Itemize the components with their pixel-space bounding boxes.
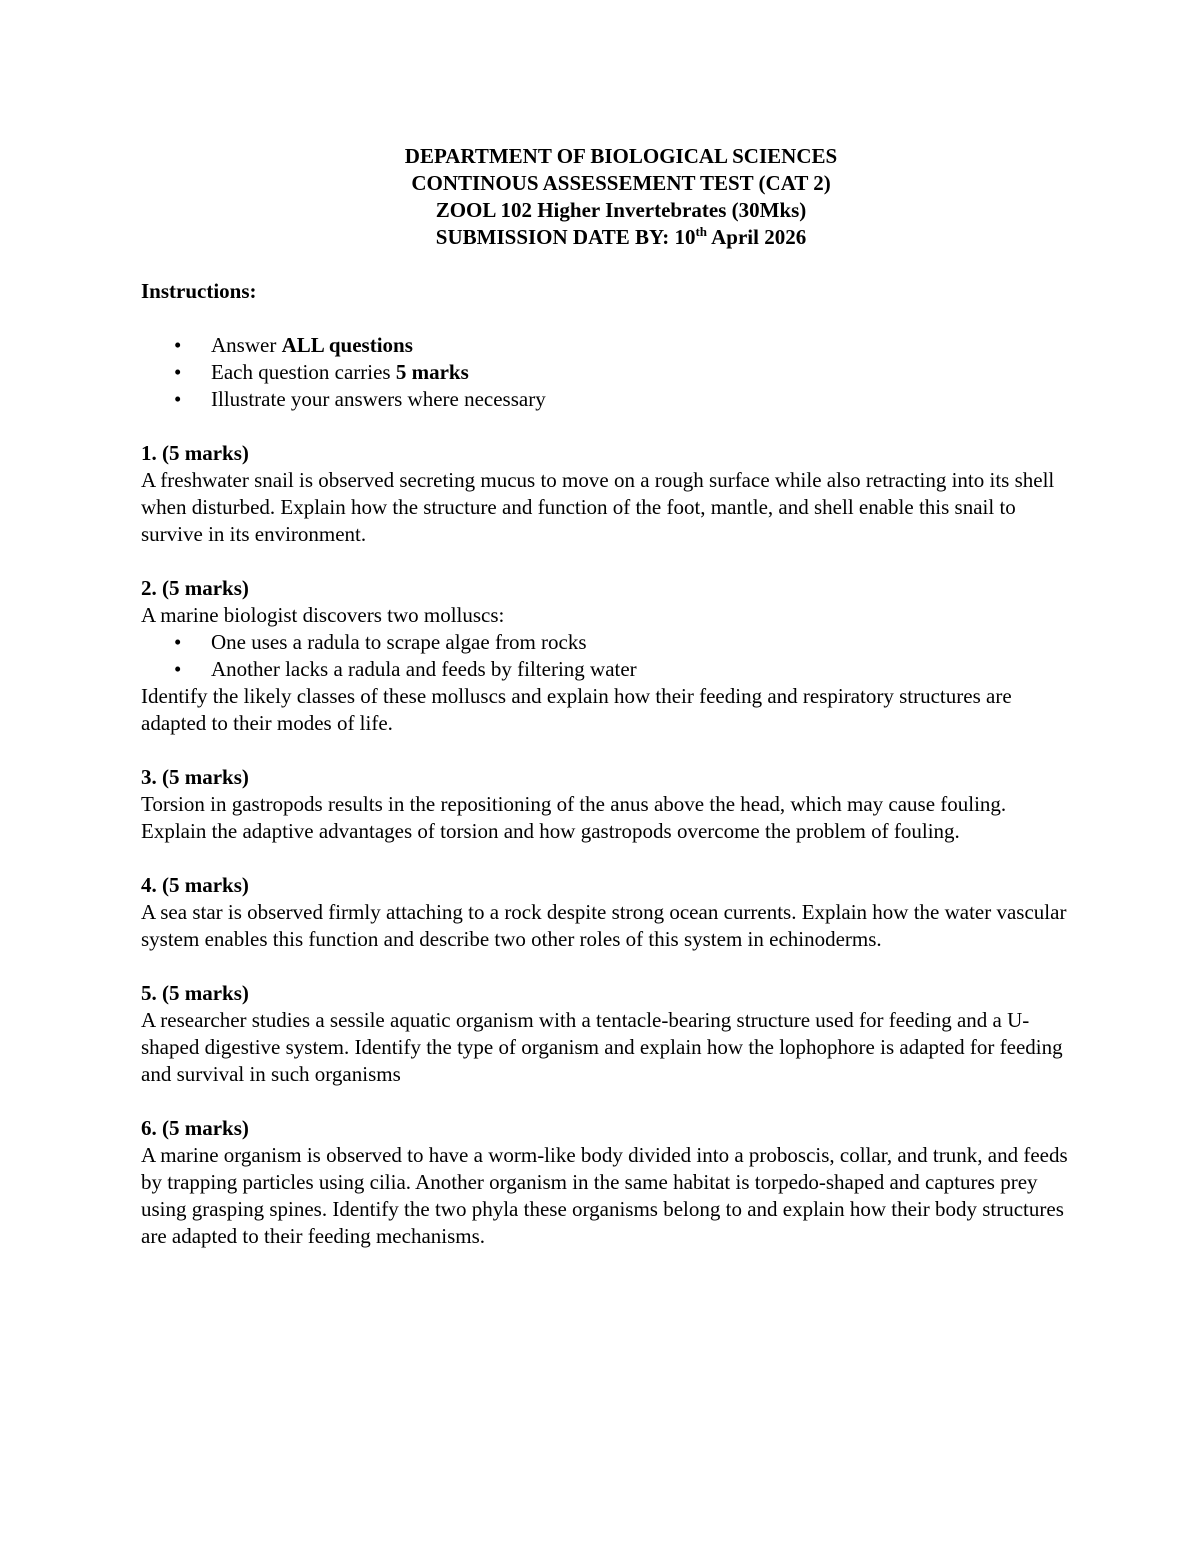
question-4 [141,872,1081,953]
question-text: Identify the likely classes of these molluscs and explain how their feeding and respiratory structures are adapted to their modes of life. [141,684,1012,735]
test-title: CONTINOUS ASSESSEMENT TEST (CAT 2) [411,171,831,195]
question-text: A sea star is observed firmly attaching to a rock despite strong ocean currents. Explain how the water vascular system enables this function and describe two other roles of this system in echinoderms. [141,900,1067,951]
instruction-text: Each question carries [211,360,396,384]
question-text: Torsion in gastropods results in the repositioning of the anus above the head, which may cause fouling. [141,792,1007,816]
question-text-2: Explain the adaptive advantages of torsion and how gastropods overcome the problem of fouling. [141,819,960,843]
instructions-list [141,332,1081,413]
bullet-icon: • [174,360,182,384]
question-text: A marine organism is observed to have a worm-like body divided into a proboscis, collar, and trunk, and feeds by trapping particles using cilia. Another organism in the same habitat is torpedo-shaped and captures prey using grasping spines. Identify the two phyla these organisms belong to and explain how their body structures are adapted to their feeding mechanisms. [141,1143,1068,1248]
question-text: A researcher studies a sessile aquatic organism with a tentacle-bearing structure used for feeding and a U-shaped digestive system. Identify the type of organism and explain how the lophophore is adapted for feeding and survival in such organisms [141,1008,1063,1086]
question-title: 1. (5 marks) [141,441,249,465]
instruction-item [141,386,1081,413]
bullet-icon: • [174,333,182,357]
question-2 [141,575,1081,737]
question-title: 6. (5 marks) [141,1116,249,1140]
document-page [141,143,1081,1250]
bullet-icon: • [174,657,182,681]
question-bullet-item [141,656,1081,683]
instruction-text: Illustrate your answers where necessary [211,387,546,411]
question-bullet-item [141,629,1081,656]
instruction-emphasis: 5 marks [395,360,469,384]
question-3 [141,764,1081,845]
bullet-icon: • [174,387,182,411]
instructions-heading: Instructions: [141,279,257,303]
department-title: DEPARTMENT OF BIOLOGICAL SCIENCES [404,144,838,168]
course-title: ZOOL 102 Higher Invertebrates (30Mks) [435,198,807,222]
question-title: 2. (5 marks) [141,576,249,600]
submission-date-suffix: April 2026 [707,225,807,249]
bullet-icon: • [174,630,182,654]
submission-date-prefix: SUBMISSION DATE BY: 10 [435,225,696,249]
instruction-item [141,332,1081,359]
question-bullet-text: One uses a radula to scrape algae from rocks [211,630,587,654]
submission-date [161,224,1081,251]
question-bullet-list [141,629,1081,683]
question-1 [141,440,1081,548]
question-5 [141,980,1081,1088]
submission-date-ordinal: th [695,224,708,239]
instruction-item [141,359,1081,386]
question-title: 3. (5 marks) [141,765,249,789]
question-title: 5. (5 marks) [141,981,249,1005]
instruction-text: Answer [211,333,282,357]
question-intro: A marine biologist discovers two molluscs: [141,603,505,627]
question-6 [141,1115,1081,1250]
question-title: 4. (5 marks) [141,873,249,897]
question-text: A freshwater snail is observed secreting mucus to move on a rough surface while also retracting into its shell when disturbed. Explain how the structure and function of the foot, mantle, and shell enable this snail to survive in its environment. [141,468,1055,546]
instruction-emphasis: ALL questions [281,333,413,357]
question-bullet-text: Another lacks a radula and feeds by filtering water [211,657,637,681]
document-header [161,143,1081,251]
